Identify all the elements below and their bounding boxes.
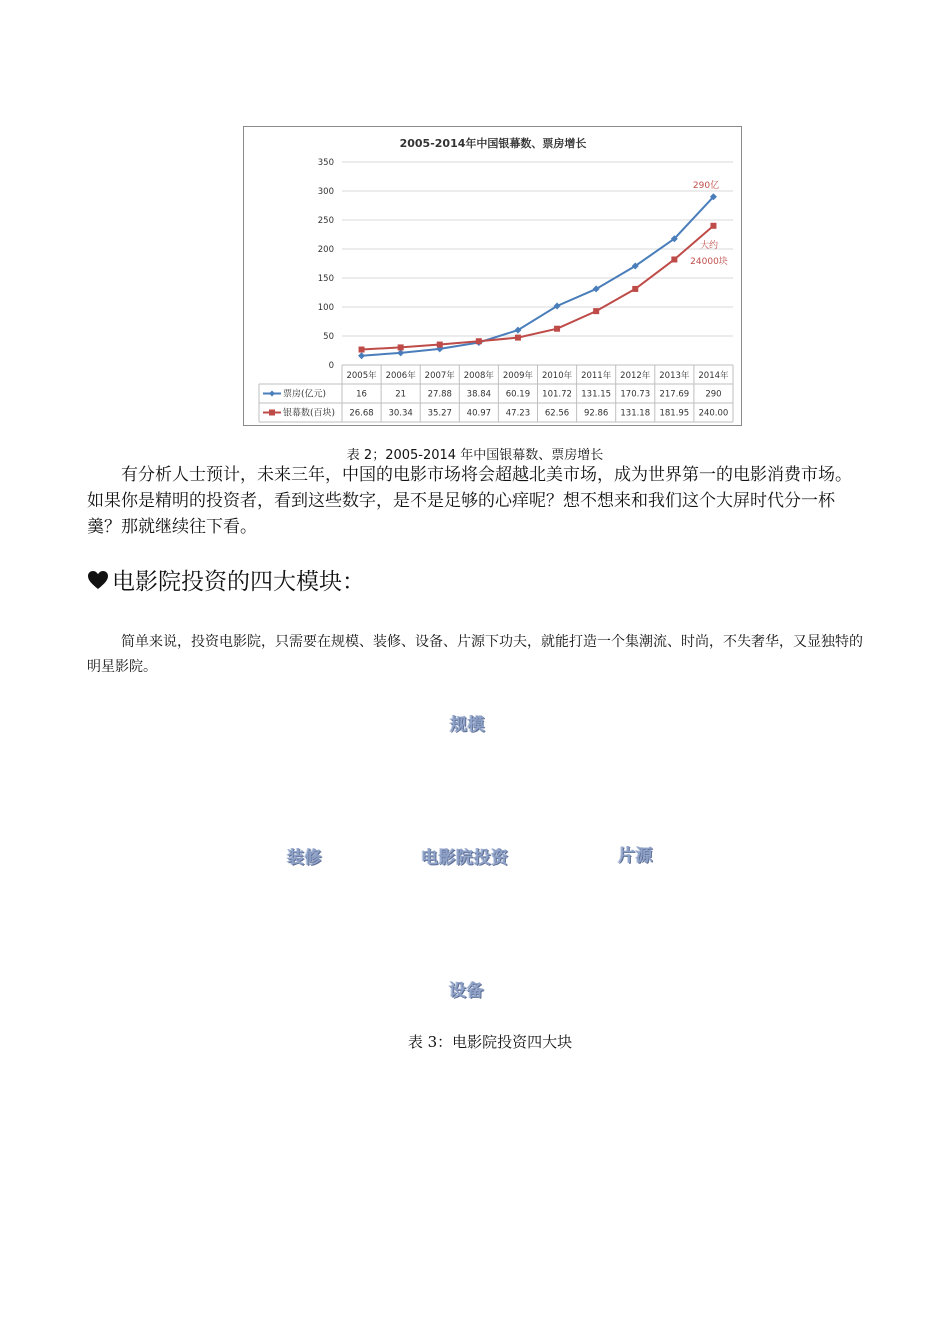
y-tick-label: 0 bbox=[328, 361, 334, 371]
legend-swatch-marker bbox=[269, 391, 275, 397]
data-table-value: 217.69 bbox=[659, 389, 690, 400]
y-tick-label: 150 bbox=[317, 274, 334, 284]
data-table-value: 47.23 bbox=[505, 408, 531, 419]
line-chart bbox=[244, 127, 743, 427]
annotation-approx: 大约 bbox=[699, 241, 719, 251]
paragraph-intro: 简单来说，投资电影院，只需要在规模、装修、设备、片源下功夫，就能打造一个集潮流、时尚，不失奢华，又显独特的明星影院。 bbox=[87, 634, 863, 675]
data-table-value: 131.18 bbox=[620, 408, 651, 419]
data-point bbox=[593, 308, 599, 314]
legend-series-name: 票房(亿元) bbox=[283, 389, 327, 400]
table3-caption: 表 3：电影院投资四大块 bbox=[407, 1033, 573, 1051]
data-table-value: 62.56 bbox=[544, 408, 570, 419]
series-line bbox=[362, 197, 714, 356]
data-table-value: 27.88 bbox=[427, 389, 452, 400]
x-category-label: 2005年 bbox=[346, 371, 377, 381]
x-category-label: 2009年 bbox=[502, 371, 534, 381]
data-table-value: 26.68 bbox=[349, 408, 374, 419]
module-scale: 规模 bbox=[450, 715, 485, 735]
annotation-box-office: 290亿 bbox=[692, 181, 720, 191]
data-table-value: 240.00 bbox=[698, 408, 729, 419]
x-category-label: 2013年 bbox=[659, 371, 690, 381]
data-table-value: 92.86 bbox=[583, 408, 609, 419]
y-tick-label: 50 bbox=[323, 332, 334, 342]
data-table-value: 170.73 bbox=[620, 389, 651, 400]
data-table-value: 181.95 bbox=[659, 408, 690, 419]
data-point bbox=[632, 286, 638, 292]
module-decoration: 装修 bbox=[287, 848, 322, 868]
y-tick-label: 350 bbox=[317, 158, 334, 168]
legend-series-name: 银幕数(百块) bbox=[283, 408, 336, 419]
y-tick-label: 200 bbox=[317, 245, 334, 255]
data-point bbox=[554, 326, 560, 332]
module-cinema-investment: 电影院投资 bbox=[421, 848, 509, 868]
data-point bbox=[398, 344, 404, 350]
data-table-value: 131.15 bbox=[581, 389, 612, 400]
annotation-screens: 24000块 bbox=[690, 257, 728, 267]
x-category-label: 2010年 bbox=[541, 371, 573, 381]
data-point bbox=[437, 342, 443, 348]
x-category-label: 2006年 bbox=[385, 371, 416, 381]
data-table-value: 40.97 bbox=[466, 408, 492, 419]
data-table-value: 101.72 bbox=[542, 389, 572, 400]
y-tick-label: 250 bbox=[317, 216, 334, 226]
data-point bbox=[710, 223, 716, 229]
data-point bbox=[359, 347, 365, 353]
table2-caption: 表 2；2005-2014 年中国银幕数、票房增长 bbox=[346, 448, 604, 463]
data-table-value: 290 bbox=[705, 389, 722, 400]
data-table-value: 60.19 bbox=[505, 389, 531, 400]
section-heading-text: 电影院投资的四大模块： bbox=[112, 569, 365, 595]
data-point bbox=[476, 338, 482, 344]
module-equipment: 设备 bbox=[449, 981, 484, 1001]
x-category-label: 2011年 bbox=[581, 371, 612, 381]
paragraph-market-forecast: 有分析人士预计，未来三年，中国的电影市场将会超越北美市场，成为世界第一的电影消费市场。如果你是精明的投资者，看到这些数字，是不是足够的心痒呢？想不想来和我们这个大屏时代分一杯羹？那就继续往下看。 bbox=[87, 465, 852, 537]
legend-swatch-marker bbox=[269, 410, 275, 416]
x-category-label: 2012年 bbox=[620, 371, 651, 381]
data-table-value: 30.34 bbox=[388, 408, 413, 419]
x-category-label: 2008年 bbox=[463, 371, 494, 381]
x-category-label: 2014年 bbox=[698, 371, 729, 381]
series-line bbox=[362, 226, 714, 350]
heart-icon bbox=[87, 570, 109, 590]
data-table-value: 21 bbox=[395, 389, 407, 400]
y-tick-label: 100 bbox=[317, 303, 334, 313]
data-point bbox=[515, 335, 521, 341]
chart-title: 2005-2014年中国银幕数、票房增长 bbox=[399, 137, 587, 150]
data-table-value: 16 bbox=[356, 389, 367, 400]
x-category-label: 2007年 bbox=[424, 371, 455, 381]
data-point bbox=[358, 352, 365, 359]
data-table-value: 38.84 bbox=[466, 389, 492, 400]
data-table-value: 35.27 bbox=[427, 408, 452, 419]
section-heading bbox=[87, 563, 365, 596]
module-film-source: 片源 bbox=[618, 846, 653, 866]
data-point bbox=[671, 256, 677, 262]
chart-figure bbox=[243, 126, 742, 426]
y-tick-label: 300 bbox=[317, 187, 334, 197]
